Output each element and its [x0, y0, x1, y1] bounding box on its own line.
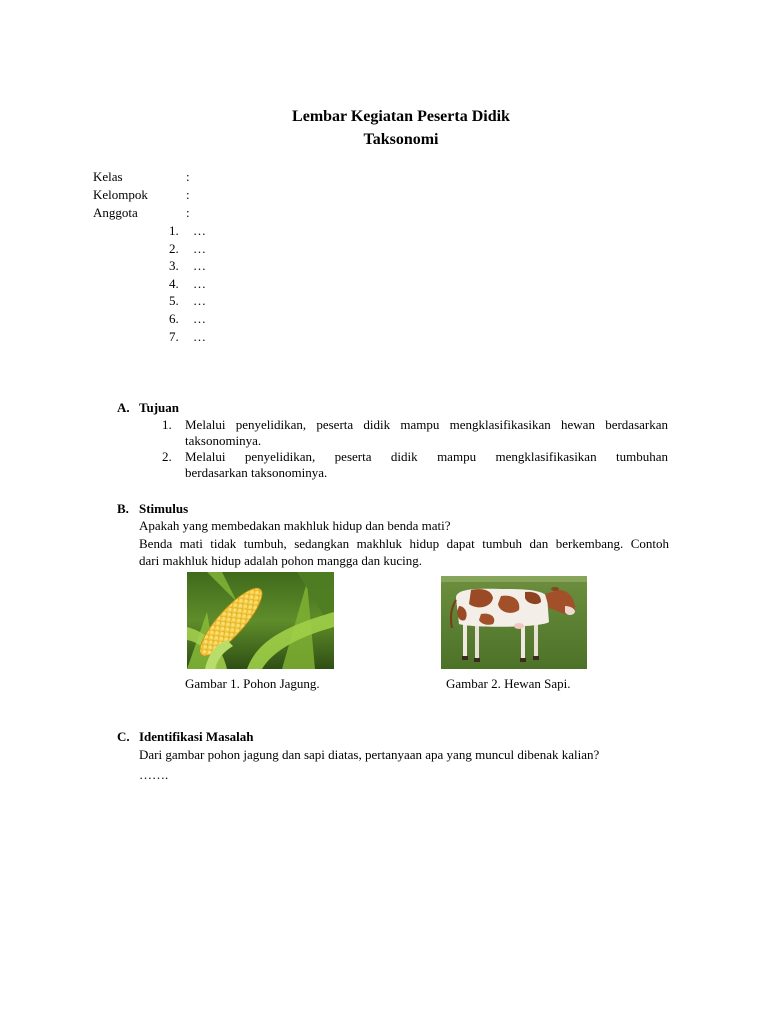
stimulus-text-line: Benda mati tidak tumbuh, sedangkan makhluk hidup dapat tumbuh dan berkembang. Contoh — [139, 536, 669, 551]
section-b-title: Stimulus — [139, 501, 189, 516]
member-item — [169, 292, 206, 310]
member-placeholder: … — [193, 258, 206, 273]
objective-line: Melalui penyelidikan, peserta didik mampu mengklasifikasikan tumbuhan — [185, 449, 668, 464]
document-subtitle: Taksonomi — [363, 131, 439, 148]
stimulus-text-line: dari makhluk hidup adalah pohon mangga dan kucing. — [139, 553, 423, 568]
section-c-letter: C. — [117, 729, 130, 744]
objective-line: berdasarkan taksonominya. — [185, 465, 328, 480]
member-placeholder: … — [193, 223, 206, 238]
member-item — [169, 222, 206, 240]
member-number: 5. — [169, 293, 179, 308]
figure-2-caption: Gambar 2. Hewan Sapi. — [446, 676, 571, 691]
member-number: 4. — [169, 276, 179, 291]
document-title: Lembar Kegiatan Peserta Didik — [292, 108, 510, 125]
field-colon: : — [186, 187, 190, 202]
member-placeholder: … — [193, 293, 206, 308]
member-item — [169, 275, 206, 293]
member-placeholder: … — [193, 241, 206, 256]
objective-number: 1. — [162, 417, 172, 432]
member-number: 7. — [169, 329, 179, 344]
objective-line: Melalui penyelidikan, peserta didik mampu mengklasifikasikan hewan berdasarkan — [185, 417, 668, 432]
member-item — [169, 240, 206, 258]
member-number: 2. — [169, 241, 179, 256]
field-label-anggota: Anggota — [93, 205, 138, 220]
field-colon: : — [186, 169, 190, 184]
member-placeholder: … — [193, 276, 206, 291]
field-colon: : — [186, 205, 190, 220]
answer-placeholder: ……. — [139, 767, 169, 782]
section-c-title: Identifikasi Masalah — [139, 729, 254, 744]
member-number: 6. — [169, 311, 179, 326]
stimulus-question: Apakah yang membedakan makhluk hidup dan benda mati? — [139, 518, 451, 533]
member-number: 1. — [169, 223, 179, 238]
corn-image — [187, 572, 334, 669]
member-placeholder: … — [193, 329, 206, 344]
field-label-kelas: Kelas — [93, 169, 123, 184]
member-item — [169, 310, 206, 328]
problem-question: Dari gambar pohon jagung dan sapi diatas, pertanyaan apa yang muncul dibenak kalian? — [139, 747, 600, 762]
section-a-letter: A. — [117, 400, 130, 415]
member-item — [169, 257, 206, 275]
section-a-title: Tujuan — [139, 400, 179, 415]
member-item — [169, 328, 206, 346]
cow-photo — [441, 576, 587, 669]
corn-cob-photo — [187, 572, 334, 669]
objective-number: 2. — [162, 449, 172, 464]
objective-line: taksonominya. — [185, 433, 262, 448]
section-b-letter: B. — [117, 501, 129, 516]
field-label-kelompok: Kelompok — [93, 187, 148, 202]
member-placeholder: … — [193, 311, 206, 326]
cow-image — [441, 576, 587, 669]
figure-1-caption: Gambar 1. Pohon Jagung. — [185, 676, 320, 691]
member-number: 3. — [169, 258, 179, 273]
